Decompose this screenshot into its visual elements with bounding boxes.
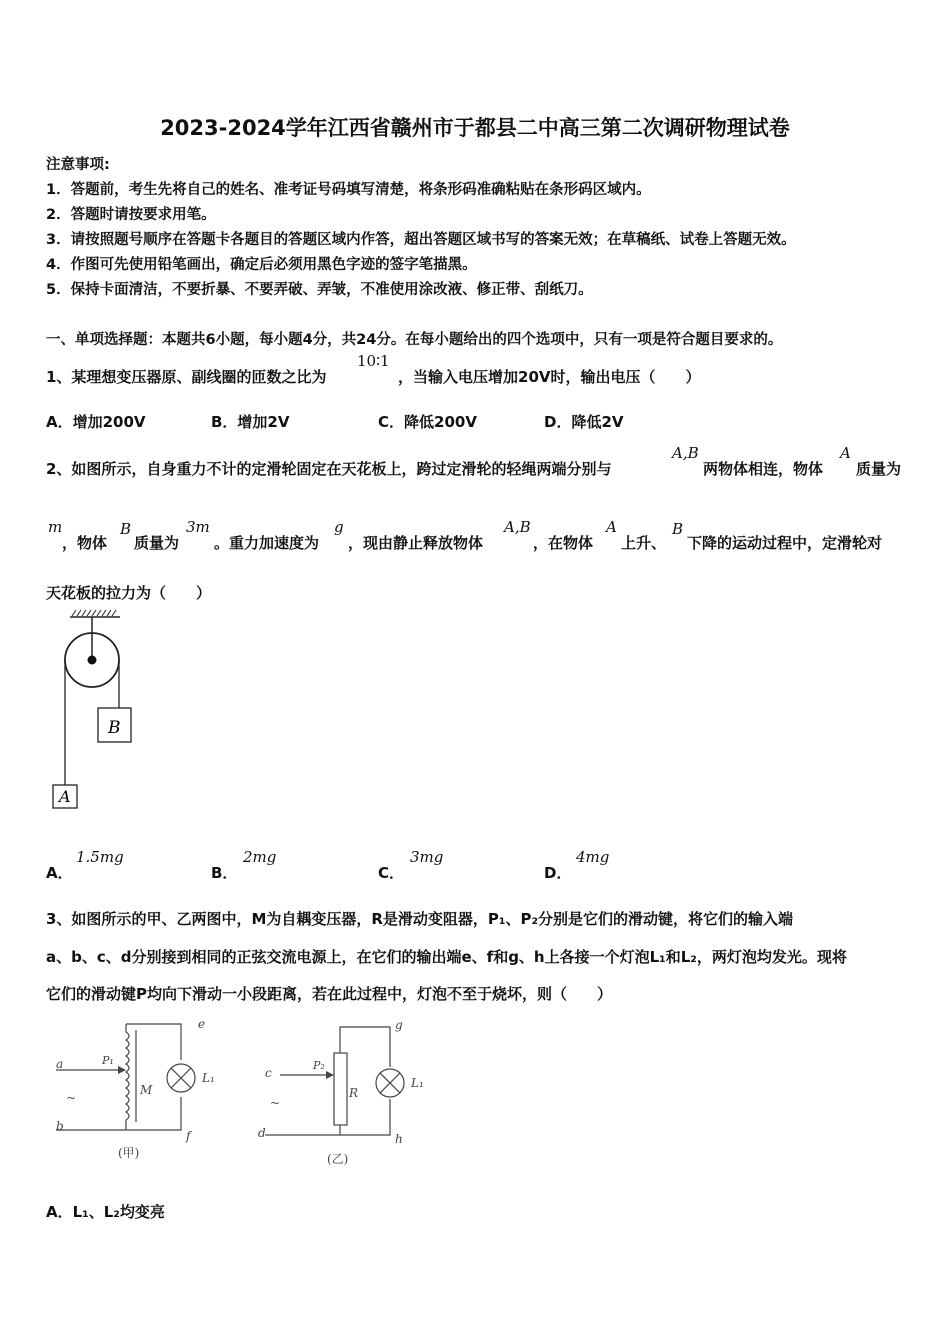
q2-option-a-value[interactable]: 1.5mg: [76, 848, 124, 866]
q3-text: 3、如图所示的甲、乙两图中，M为自耦变压器，R是滑动变阻器，P₁、P₂分别是它们的滑动键，将它们的输入端: [46, 910, 794, 928]
terminal-b: b: [56, 1119, 64, 1133]
q1-option-a[interactable]: A．增加200V: [46, 413, 146, 431]
terminal-e: e: [198, 1017, 206, 1031]
q2-option-a-letter[interactable]: A．: [46, 864, 73, 882]
rheostat-r-label: R: [349, 1086, 359, 1100]
notice-heading: 注意事项:: [46, 157, 110, 173]
q2-text: 上升、: [621, 534, 667, 552]
q2-math-3m: 3m: [186, 518, 210, 536]
q2-option-d-value[interactable]: 4mg: [576, 848, 610, 866]
q2-math-a: A: [606, 518, 617, 536]
terminal-g: g: [395, 1018, 403, 1032]
lamp-l1-label: L₁: [202, 1071, 215, 1085]
q1-option-c[interactable]: C．降低200V: [378, 413, 477, 431]
block-b-label: B: [108, 718, 121, 738]
q1-option-d[interactable]: D．降低2V: [544, 413, 624, 431]
q2-text: 质量为: [134, 534, 180, 552]
q2-math-a: A: [840, 444, 851, 462]
notice-item: 4．作图可先使用铅笔画出，确定后必须用黑色字迹的签字笔描黑。: [46, 257, 477, 273]
q2-math-ab: A,B: [504, 518, 531, 536]
q2-text: 下降的运动过程中，定滑轮对: [687, 534, 883, 552]
q2-option-c-value[interactable]: 3mg: [410, 848, 444, 866]
rheostat-circuit: [255, 1015, 445, 1170]
notice-item: 5．保持卡面清洁，不要折暴、不要弄破、弄皱，不准使用涂改液、修正带、刮纸刀。: [46, 282, 593, 298]
notice-item: 1．答题前，考生先将自己的姓名、准考证号码填写清楚，将条形码准确粘贴在条形码区域内。: [46, 182, 651, 198]
q2-option-b-value[interactable]: 2mg: [243, 848, 277, 866]
q2-text: 天花板的拉力为（ ）: [46, 584, 212, 602]
terminal-h: h: [395, 1132, 403, 1146]
q2-text: 质量为: [856, 460, 902, 478]
autotransformer-circuit: [46, 1012, 236, 1167]
slider-p2-label: P₂: [313, 1059, 325, 1072]
q2-math-ab: A,B: [672, 444, 699, 462]
q1-text: 1、某理想变压器原、副线圈的匝数之比为: [46, 368, 327, 386]
ac-source-symbol: ~: [66, 1091, 77, 1105]
q2-text: ，在物体: [533, 534, 594, 552]
section-heading: 一、单项选择题：本题共6小题，每小题4分，共24分。在每小题给出的四个选项中，只有一项是符合题目要求的。: [46, 332, 783, 348]
q3-option-a[interactable]: A．L₁、L₂均变亮: [46, 1203, 165, 1221]
q2-math-b: B: [120, 520, 132, 538]
q2-option-b-letter[interactable]: B．: [211, 864, 238, 882]
terminal-f: f: [186, 1129, 191, 1143]
figure-caption: (乙): [327, 1152, 349, 1166]
notice-item: 2．答题时请按要求用笔。: [46, 207, 216, 223]
q2-math-m: m: [48, 518, 63, 536]
q1-stem: [46, 366, 326, 387]
transformer-m-label: M: [140, 1083, 153, 1097]
q2-text: ，物体: [62, 534, 108, 552]
terminal-d: d: [258, 1126, 266, 1140]
terminal-a: a: [56, 1057, 64, 1071]
terminal-c: c: [265, 1066, 272, 1080]
page-title: 2023-2024学年江西省赣州市于都县二中高三第二次调研物理试卷: [160, 116, 790, 140]
lamp-l-label: L₁: [411, 1076, 424, 1090]
q1-ratio: 10∶1: [357, 352, 390, 370]
q3-text: a、b、c、d分别接到相同的正弦交流电源上，在它们的输出端e、f和g、h上各接一个灯泡L₁和L₂，两灯泡均发光。现将: [46, 948, 847, 966]
notice-item: 3．请按照题号顺序在答题卡各题目的答题区域内作答，超出答题区域书写的答案无效；在草稿纸、试卷上答题无效。: [46, 232, 796, 248]
q2-text: ，现由静止释放物体: [348, 534, 484, 552]
q2-text: 。重力加速度为: [214, 534, 320, 552]
q2-math-b: B: [672, 520, 684, 538]
q3-text: 它们的滑动键P均向下滑动一小段距离，若在此过程中，灯泡不至于烧坏，则（ ）: [46, 985, 612, 1003]
pulley-figure: [40, 605, 150, 815]
ac-source-symbol: ~: [270, 1096, 281, 1110]
q2-text: 2、如图所示，自身重力不计的定滑轮固定在天花板上，跨过定滑轮的轻绳两端分别与: [46, 460, 612, 478]
q2-option-d-letter[interactable]: D．: [544, 864, 572, 882]
block-a-label: A: [59, 787, 71, 806]
q1-option-b[interactable]: B．增加2V: [211, 413, 290, 431]
q2-math-g: g: [334, 518, 344, 536]
figure-caption: (甲): [118, 1146, 140, 1160]
q1-text-end: ，当输入电压增加20V时，输出电压（ ）: [398, 368, 701, 386]
q2-option-c-letter[interactable]: C．: [378, 864, 405, 882]
q2-text: 两物体相连，物体: [703, 460, 824, 478]
slider-p1-label: P₁: [102, 1054, 114, 1067]
